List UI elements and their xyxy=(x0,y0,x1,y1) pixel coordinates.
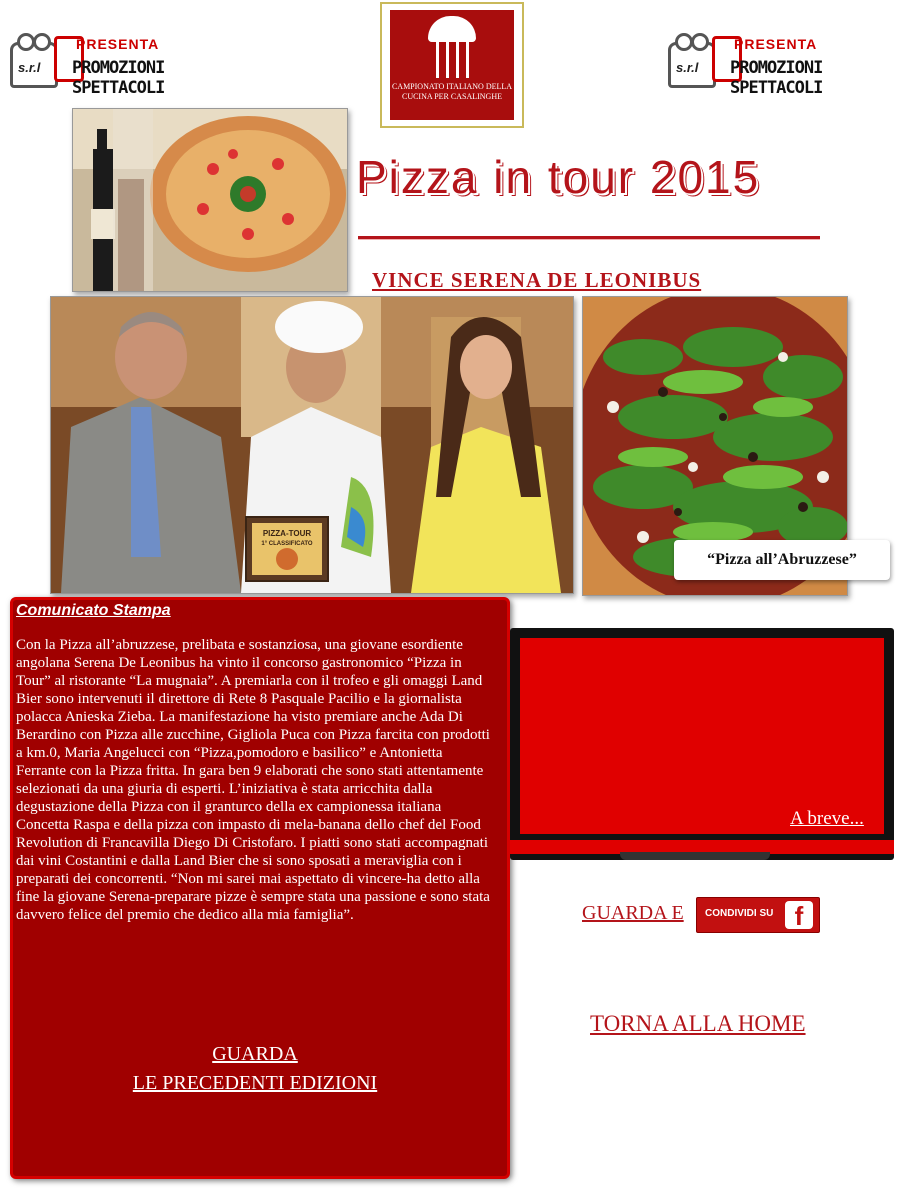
brand-logo-right[interactable] xyxy=(668,34,888,98)
championship-text: CAMPIONATO ITALIANO DELLA CUCINA PER CASALINGHE xyxy=(391,82,513,101)
coming-soon-link[interactable]: A breve... xyxy=(790,808,864,829)
championship-logo-panel xyxy=(390,10,514,120)
spoon-icon xyxy=(446,42,449,78)
award-ceremony-photo xyxy=(50,296,574,594)
page-title: Pizza in tour 2015 xyxy=(356,151,761,203)
back-home-link[interactable]: TORNA ALLA HOME xyxy=(590,1011,806,1036)
photo-caption: “Pizza all’Abruzzese” xyxy=(674,540,890,580)
brand-presenta: PRESENTA xyxy=(734,36,818,52)
fork-icon xyxy=(466,42,469,78)
share-button-label: CONDIVIDI SU xyxy=(705,908,774,919)
previous-editions-line2[interactable]: LE PRECEDENTI EDIZIONI xyxy=(132,1072,378,1094)
award-ceremony-image xyxy=(51,297,573,593)
chef-hat-icon xyxy=(428,16,476,42)
plaque-line1: PIZZA-TOUR xyxy=(262,529,312,538)
tv-stand xyxy=(620,852,770,860)
pizza-painting-photo xyxy=(72,108,348,292)
previous-editions-link[interactable] xyxy=(110,1040,400,1098)
brand-srl: s.r.l xyxy=(18,60,41,75)
facebook-icon: f xyxy=(785,901,813,929)
winner-heading: VINCE SERENA DE LEONIBUS xyxy=(372,268,702,292)
press-release-heading: Comunicato Stampa xyxy=(16,602,171,619)
previous-editions-line1[interactable]: GUARDA xyxy=(212,1043,298,1065)
watch-and-share-label: GUARDA E xyxy=(582,902,684,924)
brand-name: PROMOZIONI SPETTACOLI xyxy=(72,58,165,98)
facebook-share-button[interactable] xyxy=(696,897,820,933)
press-release-body: Con la Pizza all’abruzzese, prelibata e sostanziosa, una giovane esordiente angolana Serena De Leonibus ha vinto il concorso gastronomico “Pizza in Tour” al ristorante “La mugnaia”. A premiarla con il trofeo e gli omaggi Land Bier sono intervenuti il direttore di Rete 8 Pasquale Pacilio e la giornalista polacca Anieska Zieba. La manifestazione ha visto premiare anche Ada Di Berardino con Pizza alle zucchine, Gigliola Puca con Pizza farcita con prodotti a km.0, Maria Angelucci con “Pizza,pomodoro e basilico” e Antonietta Ferrante con la Pizza fritta. In gara ben 9 elaborati che sono stati attentamente selezionati da una giuria di esperti. L’iniziativa è stata arricchita dalla degustazione della Pizza con il granturco della ex campionessa italiana Concetta Raspa e della pizza con impasto di mela-banana dello chef del Food Revolution di Francavilla Diego Di Cristofaro. I piatti sono stati accompagnati dai vini Costantini e dalla Land Bier che si sono sposati a meraviglia con i preparati dei concorrenti. “Non mi sarei mai aspettato di vincere-ha detto alla fine la giovane Serena-preparare pizze è sempre stata una passione e sono stata davvero felice del premio che dedico alla mia famiglia”. xyxy=(16,637,490,923)
fork-icon xyxy=(436,42,439,78)
video-screen[interactable] xyxy=(520,638,884,834)
brand-name: PROMOZIONI SPETTACOLI xyxy=(730,58,823,98)
brand-presenta: PRESENTA xyxy=(76,36,160,52)
brand-srl: s.r.l xyxy=(676,60,699,75)
pizza-painting-image xyxy=(73,109,347,291)
knife-icon xyxy=(456,42,459,78)
championship-logo[interactable] xyxy=(380,2,524,128)
brand-logo-left[interactable] xyxy=(10,34,230,98)
title-underline xyxy=(358,236,820,240)
plaque-line2: 1° CLASSIFICATO xyxy=(261,541,313,547)
